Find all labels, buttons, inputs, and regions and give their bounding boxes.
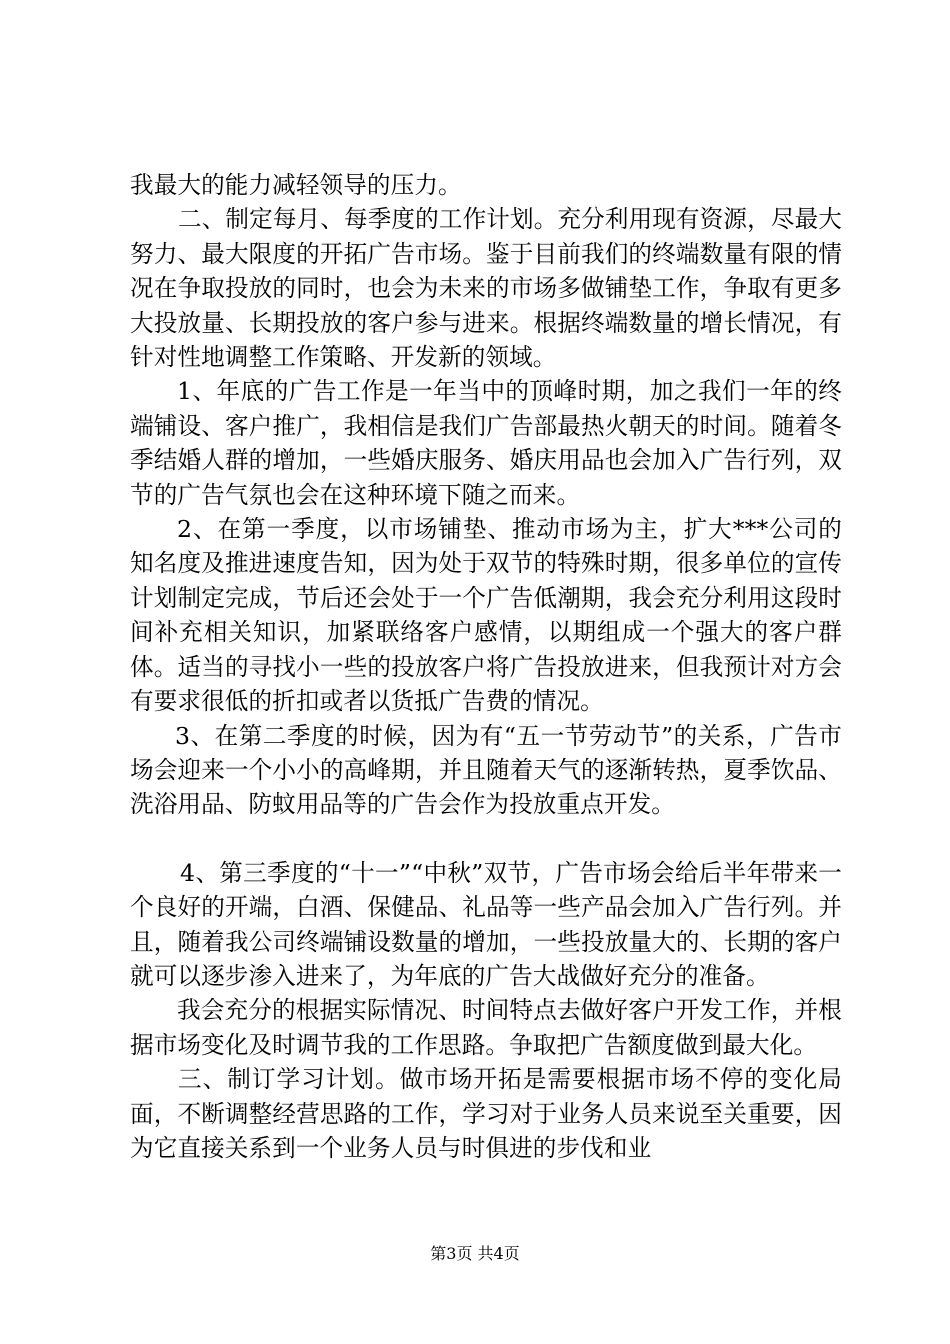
paragraph-continuation: 我最大的能力减轻领导的压力。 (130, 171, 462, 199)
paragraph-item-three: 3、在第二季度的时候，因为有“五一节劳动节”的关系，广告市场会迎来一个小小的高峰期，并且随着天气的逐渐转热，夏季饮品、洗浴用品、防蚊用品等的广告会作为投放重点开发。 (130, 721, 842, 819)
paragraph-section-two: 二、制定每月、每季度的工作计划。充分利用现有资源，尽最大努力、最大限度的开拓广告市场。鉴于目前我们的终端数量有限的情况在争取投放的同时，也会为未来的市场多做铺垫工作，争取有更多大投放量、长期投放的客户参与进来。根据终端数量的增长情况，有针对性地调整工作策略、开发新的领域。 (130, 205, 842, 372)
paragraph-item-one: 1、年底的广告工作是一年当中的顶峰时期，加之我们一年的终端铺设、客户推广，我相信是我们广告部最热火朝天的时间。随着冬季结婚人群的增加，一些婚庆服务、婚庆用品也会加入广告行列，双节的广告气氛也会在这种环境下随之而来。 (130, 377, 842, 509)
paragraph-gap (130, 822, 842, 856)
paragraph-item-four: 4、第三季度的“十一”“中秋”双节，广告市场会给后半年带来一个良好的开端，白酒、保健品、礼品等一些产品会加入广告行列。并且，随着我公司终端铺设数量的增加，一些投放量大的、长期的客户就可以逐步渗入进来了，为年底的广告大战做好充分的准备。 (130, 858, 842, 990)
paragraph-summary: 我会充分的根据实际情况、时间特点去做好客户开发工作，并根据市场变化及时调节我的工作思路。争取把广告额度做到最大化。 (130, 996, 842, 1059)
paragraph-item-two: 2、在第一季度，以市场铺垫、推动市场为主，扩大***公司的知名度及推进速度告知，因为处于双节的特殊时期，很多单位的宣传计划制定完成，节后还会处于一个广告低潮期，我会充分利用这段时间补充相关知识，加紧联络客户感情，以期组成一个强大的客户群体。适当的寻找小一些的投放客户将广告投放进来，但我预计对方会有要求很低的折扣或者以货抵广告费的情况。 (130, 515, 842, 716)
page-number: 第3页 共4页 (430, 1244, 520, 1263)
document-body (130, 168, 842, 1165)
paragraph-section-three: 三、制订学习计划。做市场开拓是需要根据市场不停的变化局面，不断调整经营思路的工作，学习对于业务人员来说至关重要，因为它直接关系到一个业务人员与时俱进的步伐和业 (130, 1065, 842, 1162)
